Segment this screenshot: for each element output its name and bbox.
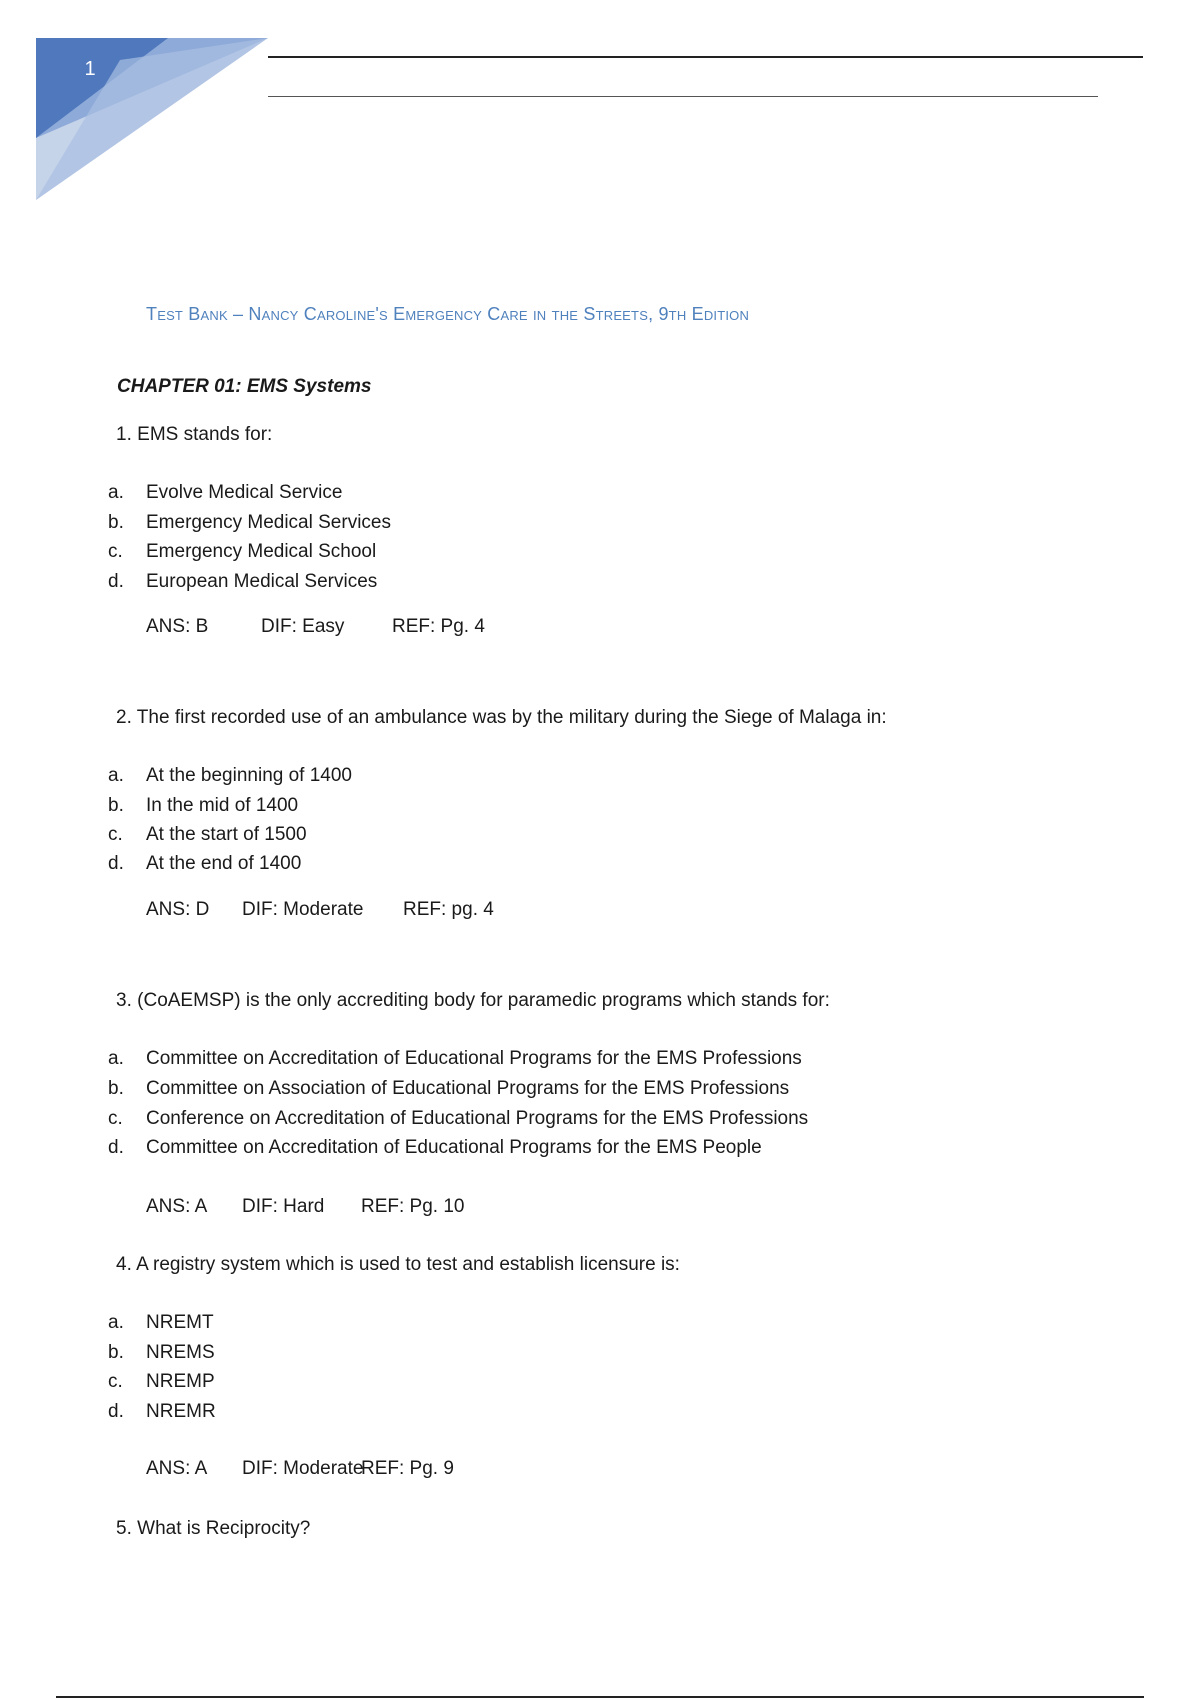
answer-key: ANS: B (146, 616, 209, 637)
question-text: What is Reciprocity? (137, 1518, 311, 1539)
difficulty: DIF: Hard (242, 1196, 325, 1217)
option-letter: a. (108, 482, 124, 503)
option-letter: d. (108, 1137, 124, 1158)
document-title: Test Bank – Nancy Caroline's Emergency Care in the Streets, 9th Edition (146, 304, 750, 324)
option-text: Evolve Medical Service (146, 482, 343, 503)
option-letter: c. (108, 541, 123, 562)
option-letter: c. (108, 1108, 123, 1129)
option-text: Emergency Medical Services (146, 512, 391, 533)
header-rule-bottom (268, 96, 1098, 97)
question-text: EMS stands for: (137, 424, 273, 445)
reference: REF: Pg. 10 (361, 1196, 465, 1217)
option-letter: b. (108, 512, 124, 533)
answer-key: ANS: D (146, 899, 210, 920)
difficulty: DIF: Moderate (242, 1458, 364, 1479)
footer-rule (56, 1696, 1144, 1698)
reference: REF: Pg. 9 (361, 1458, 454, 1479)
question-stem (116, 1518, 310, 1540)
option-text: Committee on Association of Educational Programs for the EMS Professions (146, 1078, 790, 1099)
option-letter: d. (108, 1401, 124, 1422)
option-letter: c. (108, 1371, 123, 1392)
option-letter: d. (108, 853, 124, 874)
option-text: Committee on Accreditation of Educational Programs for the EMS People (146, 1137, 762, 1158)
header-rule-top (268, 56, 1143, 58)
reference: REF: Pg. 4 (392, 616, 485, 637)
question-text: The first recorded use of an ambulance was by the military during the Siege of Malaga in: (136, 707, 887, 728)
page-number: 1 (84, 58, 96, 80)
question-number: 1. (116, 424, 132, 445)
option-letter: b. (108, 795, 124, 816)
option-text: Conference on Accreditation of Educational Programs for the EMS Professions (146, 1108, 809, 1129)
option-text: NREMP (146, 1371, 215, 1392)
corner-banner-graphic (0, 0, 280, 210)
chapter-title: CHAPTER 01: EMS Systems (117, 376, 372, 397)
question-stem (116, 990, 830, 1012)
question-text: A registry system which is used to test and establish licensure is: (136, 1254, 680, 1275)
option-letter: b. (108, 1342, 124, 1363)
difficulty: DIF: Moderate (242, 899, 364, 920)
option-letter: c. (108, 824, 123, 845)
option-text: NREMS (146, 1342, 215, 1363)
option-letter: a. (108, 1312, 124, 1333)
option-letter: a. (108, 765, 124, 786)
question-number: 2. (116, 707, 132, 728)
question-number: 5. (116, 1518, 132, 1539)
option-text: At the beginning of 1400 (146, 765, 353, 786)
question-stem (116, 424, 272, 446)
difficulty: DIF: Easy (261, 616, 345, 637)
option-text: Emergency Medical School (146, 541, 377, 562)
question-number: 4. (116, 1254, 132, 1275)
option-letter: d. (108, 571, 124, 592)
answer-key: ANS: A (146, 1458, 208, 1479)
option-text: NREMT (146, 1312, 214, 1333)
option-text: At the start of 1500 (146, 824, 307, 845)
option-text: At the end of 1400 (146, 853, 302, 874)
question-text: (CoAEMSP) is the only accrediting body for paramedic programs which stands for: (137, 990, 830, 1011)
question-stem (116, 1254, 680, 1276)
option-text: Committee on Accreditation of Educational Programs for the EMS Professions (146, 1048, 802, 1069)
option-text: European Medical Services (146, 571, 378, 592)
question-number: 3. (116, 990, 132, 1011)
option-text: In the mid of 1400 (146, 795, 299, 816)
option-letter: b. (108, 1078, 124, 1099)
question-stem (116, 707, 887, 729)
option-text: NREMR (146, 1401, 216, 1422)
answer-key: ANS: A (146, 1196, 208, 1217)
option-letter: a. (108, 1048, 124, 1069)
reference: REF: pg. 4 (403, 899, 494, 920)
